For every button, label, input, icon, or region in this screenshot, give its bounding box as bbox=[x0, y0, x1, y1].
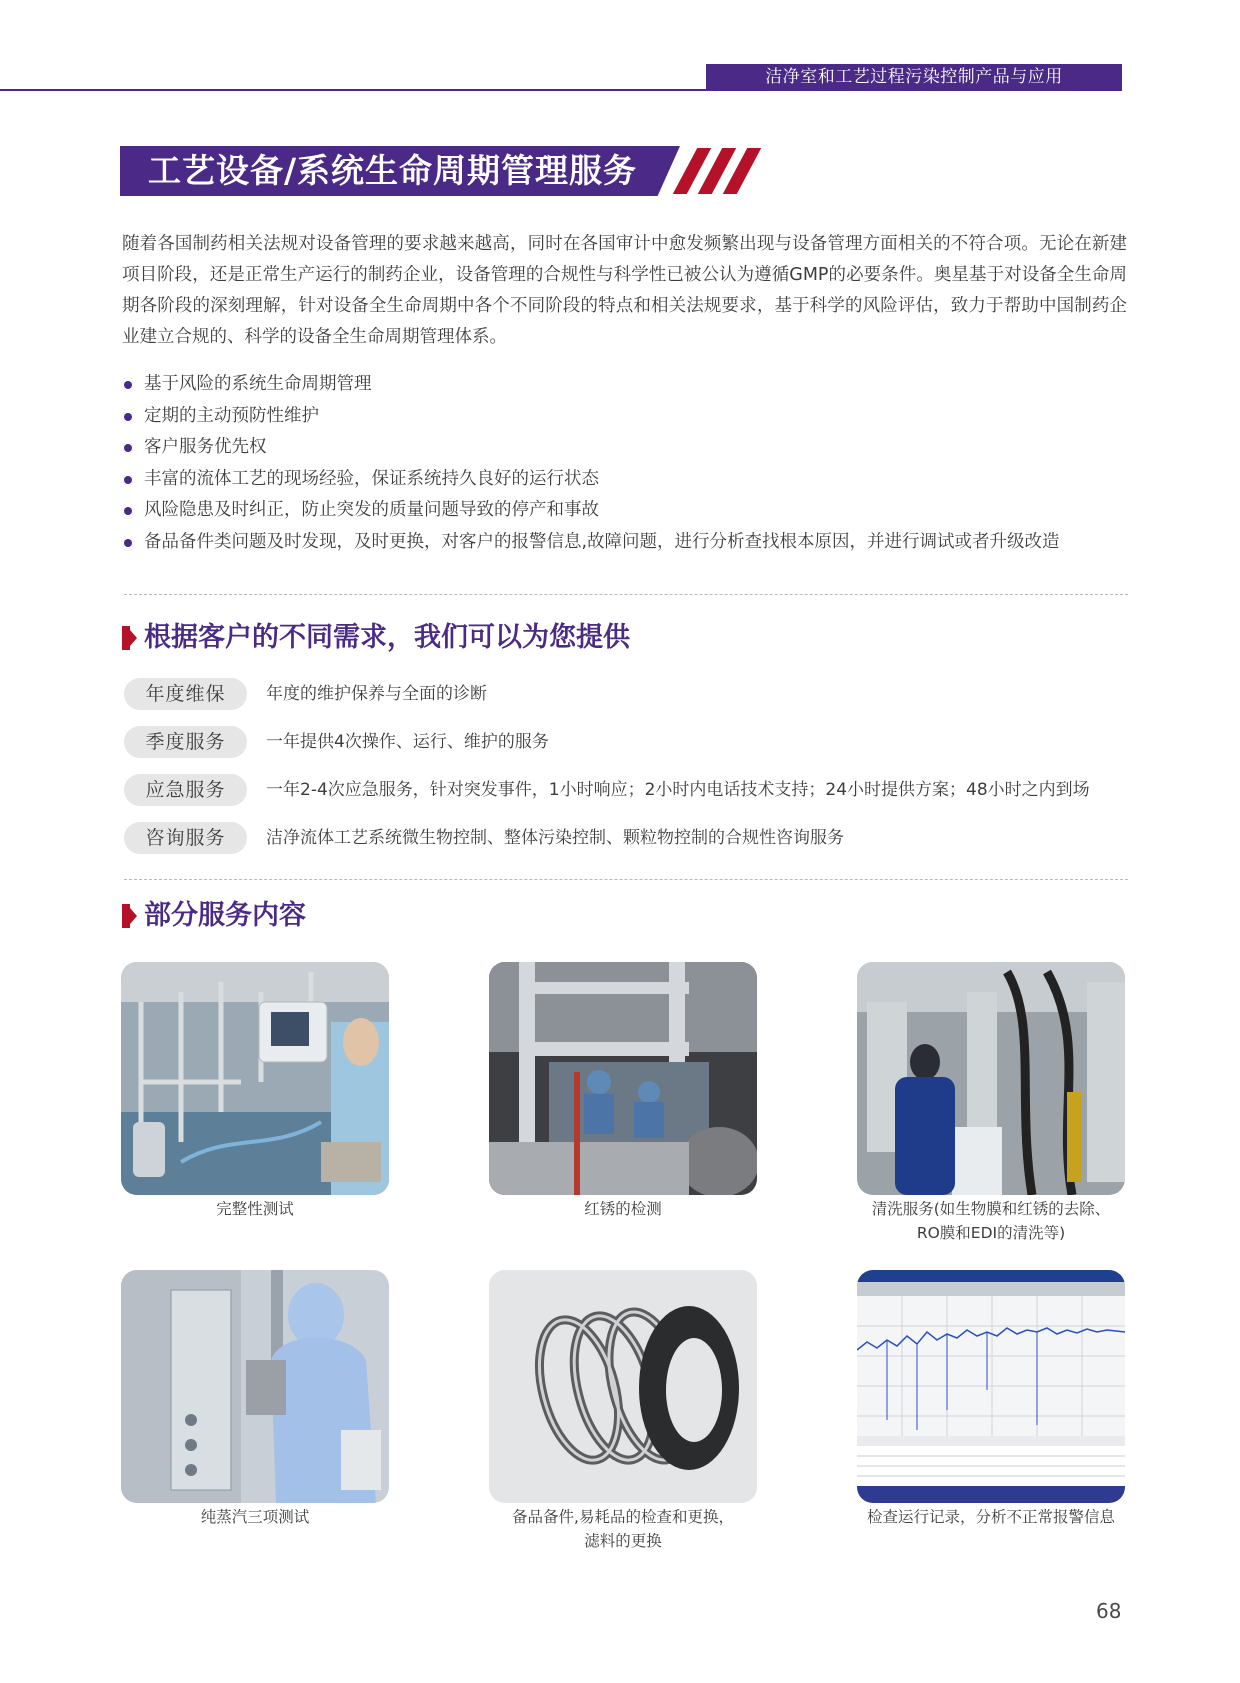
photo-caption bbox=[841, 1505, 1141, 1529]
caption-line: 备品备件,易耗品的检查和更换， bbox=[512, 1508, 734, 1526]
photo-caption bbox=[473, 1505, 773, 1553]
caption-line: 滤料的更换 bbox=[584, 1532, 662, 1550]
service-description: 一年2-4次应急服务，针对突发事件，1小时响应；2小时内电话技术支持；24小时提供方案；48小时之内到场 bbox=[266, 780, 1090, 800]
bullet-icon bbox=[124, 539, 132, 547]
feature-item bbox=[122, 369, 1142, 401]
feature-text: 备品备件类问题及时发现，及时更换，对客户的报警信息,故障问题，进行分析查找根本原因，并进行调试或者升级改造 bbox=[144, 531, 1060, 552]
cleaning-service-photo bbox=[857, 962, 1125, 1195]
mechanical-seal-spring-photo bbox=[489, 1270, 757, 1503]
heading-arrow-icon bbox=[130, 630, 137, 646]
service-row bbox=[124, 726, 1124, 758]
heading-marker bbox=[122, 626, 130, 650]
feature-item bbox=[122, 527, 1142, 559]
feature-text: 客户服务优先权 bbox=[144, 437, 267, 457]
bullet-icon bbox=[124, 476, 132, 484]
rouge-inspection-photo bbox=[489, 962, 757, 1195]
feature-text: 基于风险的系统生命周期管理 bbox=[144, 374, 372, 394]
bullet-icon bbox=[124, 381, 132, 389]
feature-list bbox=[122, 369, 1142, 558]
bullet-icon bbox=[124, 507, 132, 515]
caption-line: 清洗服务(如生物膜和红锈的去除、 bbox=[871, 1200, 1111, 1218]
header-category: 洁净室和工艺过程污染控制产品与应用 bbox=[706, 64, 1122, 91]
service-tag: 应急服务 bbox=[124, 774, 247, 806]
section-divider bbox=[124, 879, 1128, 880]
service-row bbox=[124, 774, 1124, 806]
caption-line: RO膜和EDI的清洗等) bbox=[916, 1224, 1066, 1242]
feature-text: 丰富的流体工艺的现场经验，保证系统持久良好的运行状态 bbox=[144, 468, 599, 489]
section-title: 根据客户的不同需求，我们可以为您提供 bbox=[144, 622, 630, 653]
service-row bbox=[124, 678, 1124, 710]
feature-item bbox=[122, 432, 1142, 464]
caption-line: 红锈的检测 bbox=[584, 1200, 662, 1218]
feature-item bbox=[122, 495, 1142, 527]
page-title: 工艺设备/系统生命周期管理服务 bbox=[148, 151, 638, 190]
intro-paragraph: 随着各国制药相关法规对设备管理的要求越来越高，同时在各国审计中愈发频繁出现与设备管理方面相关的不符合项。无论在新建项目阶段，还是正常生产运行的制药企业，设备管理的合规性与科学性已被公认为遵循GMP的必要条件。奥星基于对设备全生命周期各阶段的深刻理解，针对设备全生命周期中各个不同阶段的特点和相关法规要求，基于科学的风险评估，致力于帮助中国制药企业建立合规的、科学的设备全生命周期管理体系。 bbox=[122, 234, 1127, 347]
service-description: 洁净流体工艺系统微生物控制、整体污染控制、颗粒物控制的合规性咨询服务 bbox=[266, 828, 844, 848]
page-number: 68 bbox=[1096, 1599, 1122, 1623]
section-divider bbox=[124, 594, 1128, 595]
service-tag: 咨询服务 bbox=[124, 822, 247, 854]
photo-caption bbox=[105, 1197, 405, 1221]
integrity-test-photo bbox=[121, 962, 389, 1195]
service-description: 一年提供4次操作、运行、维护的服务 bbox=[266, 732, 549, 752]
caption-line: 检查运行记录，分析不正常报警信息 bbox=[866, 1508, 1115, 1526]
caption-line: 纯蒸汽三项测试 bbox=[200, 1508, 310, 1526]
section-title: 部分服务内容 bbox=[144, 900, 306, 931]
photo-caption bbox=[105, 1505, 405, 1529]
main-title-banner bbox=[120, 146, 750, 196]
bullet-icon bbox=[124, 413, 132, 421]
service-row bbox=[124, 822, 1124, 854]
photo-caption bbox=[841, 1197, 1141, 1245]
caption-line: 完整性测试 bbox=[216, 1200, 294, 1218]
service-tag: 年度维保 bbox=[124, 678, 247, 710]
bullet-icon bbox=[124, 444, 132, 452]
feature-item bbox=[122, 464, 1142, 496]
service-description: 年度的维护保养与全面的诊断 bbox=[266, 684, 487, 704]
feature-text: 定期的主动预防性维护 bbox=[144, 405, 319, 426]
feature-text: 风险隐患及时纠正，防止突发的质量问题导致的停产和事故 bbox=[144, 500, 599, 520]
photo-caption bbox=[473, 1197, 773, 1221]
heading-arrow-icon bbox=[130, 908, 137, 924]
heading-marker bbox=[122, 904, 130, 928]
service-tag: 季度服务 bbox=[124, 726, 247, 758]
pure-steam-test-photo bbox=[121, 1270, 389, 1503]
operation-log-chart-photo bbox=[857, 1270, 1125, 1503]
feature-item bbox=[122, 401, 1142, 433]
